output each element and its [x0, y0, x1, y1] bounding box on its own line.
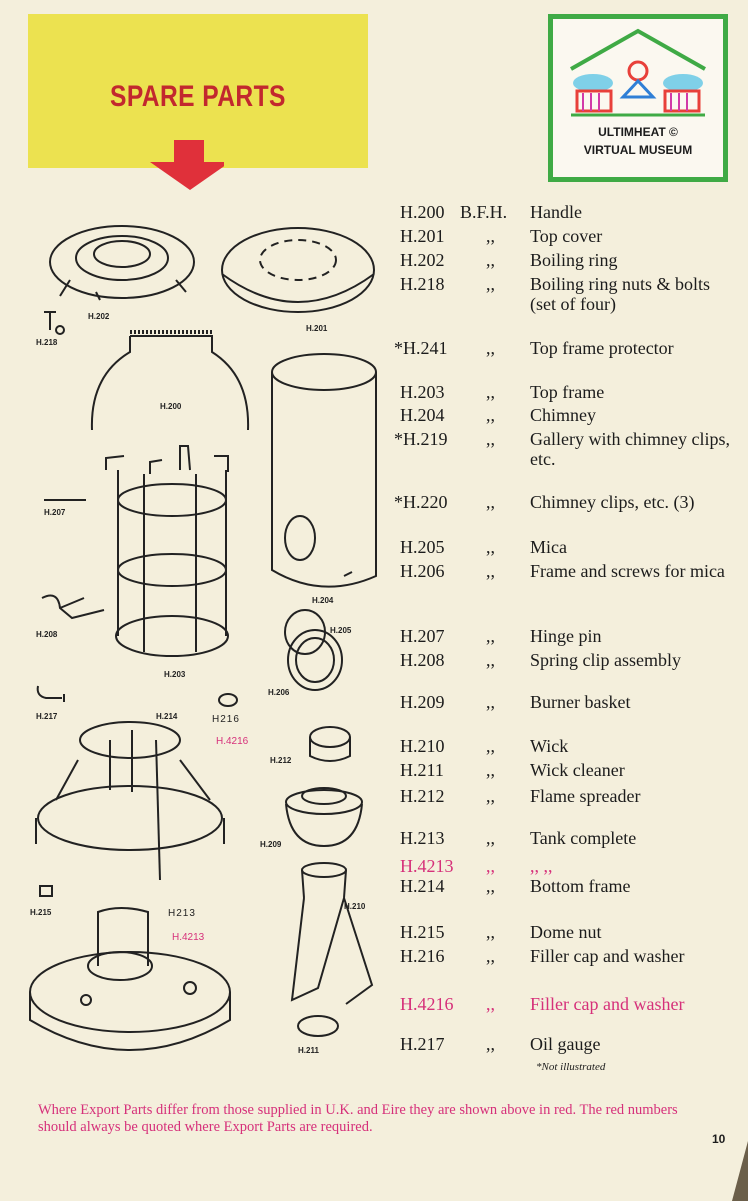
parts-row: [0, 786, 748, 810]
label-h217: H.217: [36, 712, 58, 721]
page-number: 10: [712, 1132, 726, 1146]
part-code: *H.219: [394, 429, 448, 449]
label-h218: H.218: [36, 338, 58, 347]
part-code: *H.241: [394, 338, 448, 358]
part-description: Top cover: [530, 226, 603, 246]
label-h216: H216: [212, 714, 240, 725]
label-h206: H.206: [268, 688, 290, 697]
part-code: H.215: [400, 922, 445, 942]
label-h212: H.212: [270, 756, 292, 765]
part-code: H.202: [400, 250, 445, 270]
parts-row: [0, 561, 748, 585]
part-code: H.218: [400, 274, 445, 294]
parts-row: [0, 492, 748, 516]
ditto-mark: ,,: [486, 946, 495, 966]
parts-row: [0, 876, 748, 900]
label-h208: H.208: [36, 630, 58, 639]
part-description: Chimney: [530, 405, 596, 425]
ditto-mark: ,,: [486, 994, 495, 1014]
part-description: Filler cap and washer: [530, 946, 685, 966]
ditto-mark: ,,: [486, 561, 495, 581]
ditto-mark: ,,: [486, 650, 495, 670]
label-h214: H.214: [156, 712, 178, 721]
parts-row: [0, 922, 748, 946]
part-description: ,, ,,: [530, 856, 553, 876]
part-description: Oil gauge: [530, 1034, 601, 1054]
not-illustrated-note: *Not illustrated: [536, 1061, 606, 1073]
page-title: SPARE PARTS: [110, 80, 286, 113]
wick-cleaner-drawing: [298, 1016, 338, 1036]
parts-row: [0, 692, 748, 716]
part-description: Top frame: [530, 382, 605, 402]
part-description: Filler cap and washer: [530, 994, 685, 1014]
parts-row: [0, 537, 748, 561]
part-code: H.208: [400, 650, 445, 670]
part-description: Top frame protector: [530, 338, 674, 358]
ditto-mark: ,,: [486, 429, 495, 449]
ditto-mark: ,,: [486, 626, 495, 646]
part-description: Dome nut: [530, 922, 602, 942]
ditto-mark: ,,: [486, 828, 495, 848]
label-h205: H.205: [330, 626, 352, 635]
parts-row: [0, 250, 748, 274]
label-h207: H.207: [44, 508, 66, 517]
export-footnote: Where Export Parts differ from those supplied in U.K. and Eire they are shown above in red. The red numbers should always be quoted where Export Parts are required.: [38, 1102, 678, 1135]
label-h201: H.201: [306, 324, 328, 333]
ditto-mark: ,,: [486, 736, 495, 756]
parts-row: [0, 1034, 748, 1058]
part-code: *H.220: [394, 492, 448, 512]
part-description: Mica: [530, 537, 567, 557]
part-code: H.203: [400, 382, 445, 402]
part-code: H.213: [400, 828, 445, 848]
part-maker: B.F.H.: [460, 202, 508, 222]
ditto-mark: ,,: [486, 274, 495, 294]
spring-clip-drawing: [42, 596, 104, 618]
parts-row: [0, 274, 748, 314]
temple-logo-icon: [553, 19, 723, 123]
part-description: Burner basket: [530, 692, 631, 712]
page-corner: [732, 1141, 748, 1201]
logo-line-2: VIRTUAL MUSEUM: [583, 143, 693, 157]
bolt-drawing: [44, 312, 64, 334]
part-code: H.211: [400, 760, 444, 780]
label-h215: H.215: [30, 908, 52, 917]
part-description: Handle: [530, 202, 582, 222]
parts-row: [0, 338, 748, 362]
parts-row: [0, 405, 748, 429]
ditto-mark: ,,: [486, 786, 495, 806]
part-description: Hinge pin: [530, 626, 602, 646]
part-description: Boiling ring: [530, 250, 618, 270]
ditto-mark: ,,: [486, 250, 495, 270]
label-h202: H.202: [88, 312, 110, 321]
ditto-mark: ,,: [486, 382, 495, 402]
parts-row: [0, 382, 748, 406]
part-code: H.207: [400, 626, 445, 646]
part-description: Flame spreader: [530, 786, 641, 806]
label-h4216: H.4216: [216, 736, 249, 747]
parts-row: [0, 828, 748, 852]
ditto-mark: ,,: [486, 922, 495, 942]
part-description: Wick cleaner: [530, 760, 625, 780]
part-code: H.209: [400, 692, 445, 712]
ditto-mark: ,,: [486, 760, 495, 780]
ditto-mark: ,,: [486, 1034, 495, 1054]
parts-row: [0, 760, 748, 784]
logo-line-1: ULTIMHEAT ©: [598, 125, 678, 139]
label-h4213: H.4213: [172, 932, 205, 943]
ditto-mark: ,,: [486, 537, 495, 557]
part-description: Bottom frame: [530, 876, 631, 896]
part-code: H.205: [400, 537, 445, 557]
part-description: Spring clip assembly: [530, 650, 681, 670]
ditto-mark: ,,: [486, 338, 495, 358]
part-code: H.204: [400, 405, 445, 425]
part-code: H.201: [400, 226, 445, 246]
parts-row: [0, 946, 748, 970]
label-h203: H.203: [164, 670, 186, 679]
part-code: H.212: [400, 786, 445, 806]
parts-row: [0, 626, 748, 650]
parts-row: [0, 429, 748, 469]
part-code: H.200: [400, 202, 445, 222]
part-code: H.4216: [400, 994, 454, 1014]
parts-row: [0, 736, 748, 760]
label-h211: H.211: [298, 1046, 319, 1055]
parts-row: [0, 994, 748, 1018]
part-description: Tank complete: [530, 828, 637, 848]
label-h204: H.204: [312, 596, 334, 605]
parts-row: [0, 650, 748, 674]
part-code: H.206: [400, 561, 445, 581]
part-description: Boiling ring nuts & bolts (set of four): [530, 274, 711, 314]
part-description: Chimney clips, etc. (3): [530, 492, 695, 512]
ditto-mark: ,,: [486, 876, 495, 896]
label-h210: H.210: [344, 902, 366, 911]
label-h200: H.200: [160, 402, 182, 411]
parts-row: [0, 202, 748, 226]
ditto-mark: ,,: [486, 405, 495, 425]
label-h213: H213: [168, 908, 196, 919]
part-code: H.214: [400, 876, 445, 896]
ditto-mark: ,,: [486, 492, 495, 512]
ditto-mark: ,,: [486, 856, 495, 876]
part-code: H.210: [400, 736, 445, 756]
part-description: Gallery with chimney clips, etc.: [530, 429, 730, 469]
part-code: H.217: [400, 1034, 445, 1054]
label-h209: H.209: [260, 840, 282, 849]
ditto-mark: ,,: [486, 692, 495, 712]
part-code: H.216: [400, 946, 445, 966]
parts-row: [0, 226, 748, 250]
ditto-mark: ,,: [486, 226, 495, 246]
museum-logo: [548, 14, 728, 182]
part-code: H.4213: [400, 856, 454, 876]
part-description: Wick: [530, 736, 569, 756]
part-description: Frame and screws for mica: [530, 561, 725, 581]
